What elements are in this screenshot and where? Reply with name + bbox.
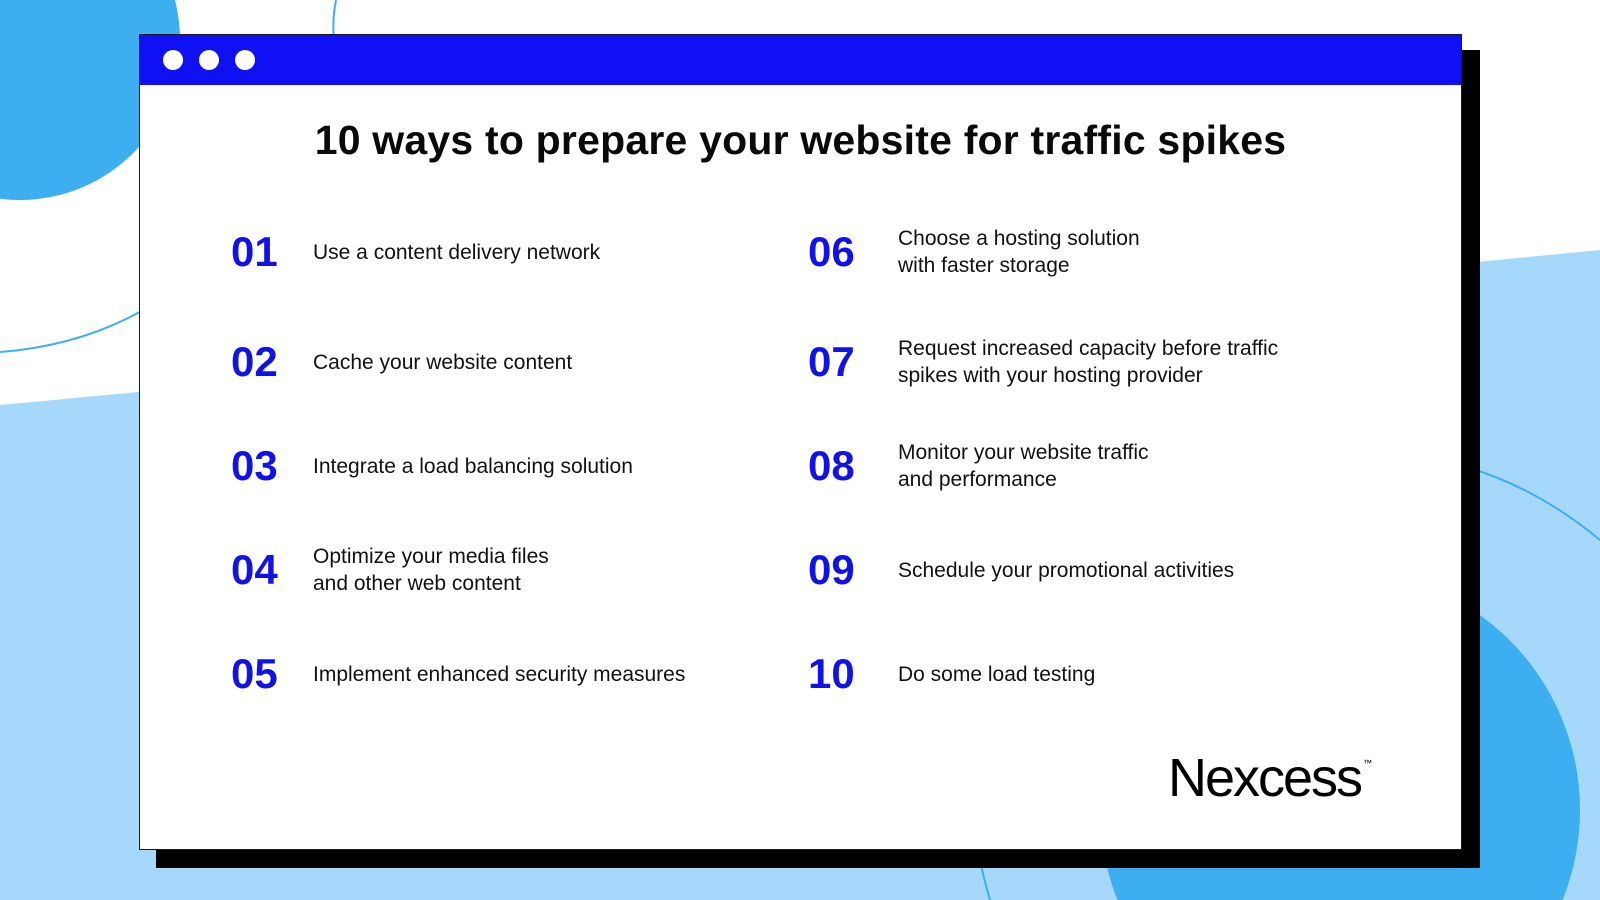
trademark-symbol: ™ — [1363, 758, 1373, 768]
tip-item-06 — [808, 217, 1140, 287]
tip-number: 01 — [231, 228, 278, 275]
browser-window — [139, 34, 1462, 850]
tip-item-08 — [808, 431, 1149, 501]
tip-text: Do some load testing — [898, 662, 1096, 686]
tip-number: 08 — [808, 442, 855, 489]
tip-number: 06 — [808, 228, 855, 275]
tip-number: 05 — [231, 650, 278, 697]
page-title: 10 ways to prepare your website for traffic spikes — [314, 117, 1287, 163]
bg-arc-left — [0, 300, 160, 352]
tip-item-03 — [231, 431, 633, 501]
minimize-dot-icon[interactable] — [199, 50, 219, 70]
tip-text: Choose a hosting solution with faster storage — [898, 227, 1140, 277]
logo-wordmark: Nexcess — [1168, 748, 1362, 808]
tip-item-07 — [808, 327, 1278, 397]
tip-number: 02 — [231, 338, 278, 385]
tip-text: Implement enhanced security measures — [313, 662, 686, 686]
tip-number: 03 — [231, 442, 278, 489]
nexcess-logo — [1168, 747, 1372, 809]
tip-item-09 — [808, 535, 1234, 605]
tip-item-01 — [231, 217, 600, 287]
maximize-dot-icon[interactable] — [235, 50, 255, 70]
tip-number: 04 — [231, 546, 278, 593]
window-titlebar — [140, 35, 1461, 85]
tip-number: 10 — [808, 650, 855, 697]
tip-text: Integrate a load balancing solution — [313, 454, 633, 478]
tip-item-04 — [231, 535, 549, 605]
tip-item-10 — [808, 639, 1095, 709]
tip-item-05 — [231, 639, 685, 709]
tip-number: 07 — [808, 338, 855, 385]
close-dot-icon[interactable] — [163, 50, 183, 70]
tip-text: Monitor your website traffic and performance — [898, 441, 1149, 491]
tip-number: 09 — [808, 546, 855, 593]
tip-text: Cache your website content — [313, 350, 573, 374]
tip-text: Schedule your promotional activities — [898, 558, 1235, 582]
tip-text: Optimize your media files and other web content — [313, 545, 549, 595]
tip-text: Use a content delivery network — [313, 240, 601, 264]
tip-text: Request increased capacity before traffic spikes with your hosting provider — [898, 337, 1279, 387]
tip-item-02 — [231, 327, 572, 397]
